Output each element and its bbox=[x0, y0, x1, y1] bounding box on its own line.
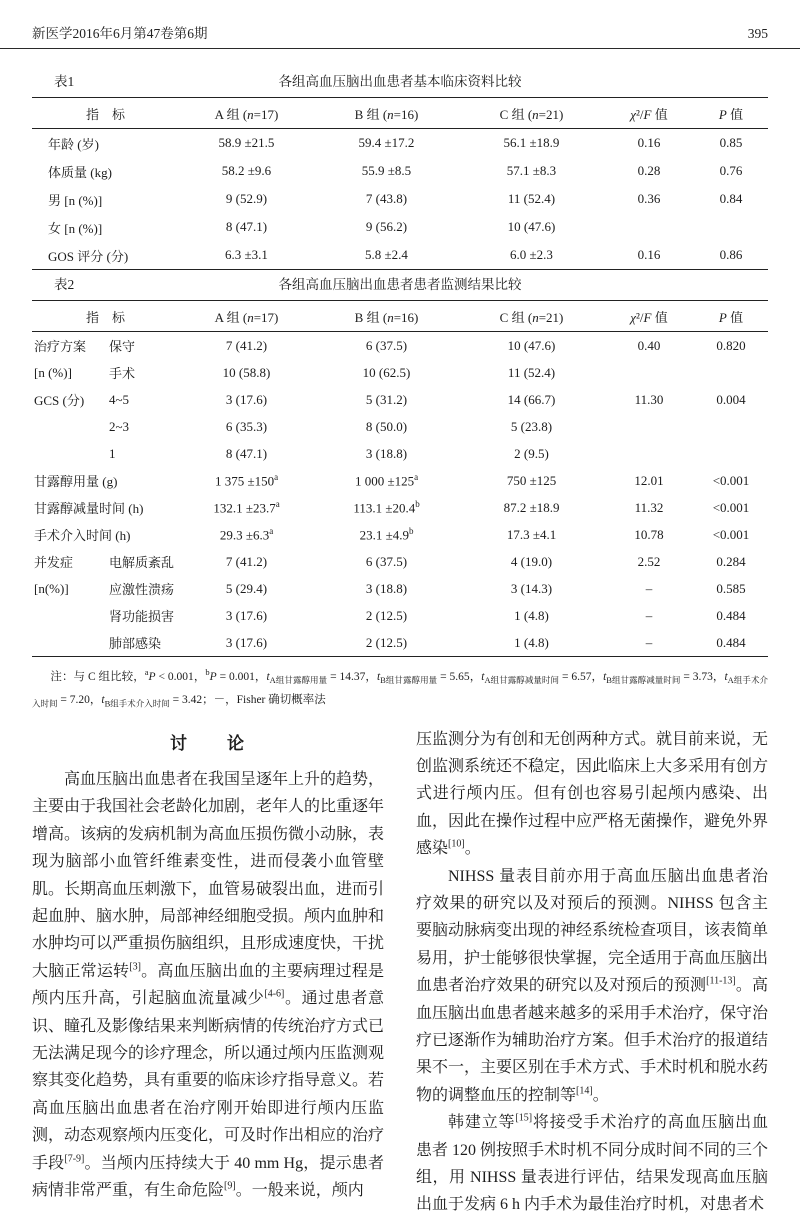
table-cell: 2 (12.5) bbox=[365, 634, 408, 650]
table-cell: 0.16 bbox=[637, 247, 661, 262]
table-cell: 甘露醇用量 (g) bbox=[34, 474, 118, 489]
table-cell: 1 (4.8) bbox=[514, 634, 549, 650]
table-cell: 55.9 ±8.5 bbox=[361, 163, 412, 178]
table-row bbox=[32, 129, 768, 158]
table2 bbox=[32, 300, 768, 657]
table-cell: 11.30 bbox=[634, 391, 664, 407]
table-cell: 7 (41.2) bbox=[225, 337, 268, 353]
footnote-text: = 7.20， bbox=[57, 693, 102, 706]
table-cell: <0.001 bbox=[712, 526, 750, 542]
table-cell: 0.28 bbox=[637, 163, 661, 178]
table-cell: GCS (分) bbox=[34, 393, 85, 408]
table2-col-header: B 组 (n=16) bbox=[354, 309, 419, 325]
discussion-left-column bbox=[32, 726, 384, 1219]
table-cell: – bbox=[645, 634, 653, 650]
table-cell: 体质量 (kg) bbox=[48, 164, 112, 180]
table-cell: 9 (52.9) bbox=[225, 191, 268, 206]
table-cell: 5 (23.8) bbox=[510, 418, 553, 434]
table-cell: 3 (17.6) bbox=[225, 607, 268, 623]
table-row bbox=[32, 332, 768, 360]
table-cell: 3 (18.8) bbox=[365, 445, 408, 461]
table-cell: 10.78 bbox=[634, 526, 664, 542]
table-cell: 应激性溃疡 bbox=[109, 582, 175, 597]
table-cell: 29.3 ±6.3$^a$ bbox=[219, 525, 274, 543]
table-cell: 1 $000 \pm 125^a$ bbox=[354, 471, 419, 489]
table-cell: 6 (35.3) bbox=[225, 418, 268, 434]
table-cell: – bbox=[645, 607, 653, 623]
table1-caption bbox=[32, 67, 768, 97]
table2-caption bbox=[32, 270, 768, 300]
table1-title: 各组高血压脑出血患者基本临床资料比较 bbox=[278, 74, 522, 89]
table-row bbox=[32, 467, 768, 494]
table-cell: 4~5 bbox=[109, 391, 130, 407]
table-row bbox=[32, 494, 768, 521]
table1-body bbox=[32, 129, 768, 270]
table-cell: 7 (41.2) bbox=[225, 553, 268, 569]
table-row bbox=[32, 575, 768, 602]
table-cell: 0.484 bbox=[716, 607, 746, 623]
footnote-text: t bbox=[101, 693, 105, 706]
table-cell: 年龄 (岁) bbox=[48, 136, 99, 152]
table-cell: 56.1 ±18.9 bbox=[503, 135, 560, 150]
table-cell: 2.52 bbox=[637, 553, 661, 569]
table-cell: 0.004 bbox=[716, 391, 746, 407]
page-number: 395 bbox=[747, 26, 768, 41]
table-cell: 0.76 bbox=[719, 163, 743, 178]
table-cell bbox=[694, 413, 768, 440]
table-cell: 1 (4.8) bbox=[514, 607, 549, 623]
table-cell: 手术介入时间 (h) bbox=[34, 528, 131, 543]
table-cell: 0.36 bbox=[637, 191, 661, 206]
table-cell bbox=[604, 359, 694, 386]
table-cell: 750 ±125 bbox=[506, 472, 557, 488]
table-cell: 0.40 bbox=[637, 337, 661, 353]
table-cell: 2~3 bbox=[109, 418, 130, 434]
footnote-text: < 0.001， bbox=[155, 670, 206, 683]
table-cell: 肾功能损害 bbox=[109, 609, 175, 624]
discussion-paragraph: NIHSS 量表目前亦用于高血压脑出血患者治疗效果的研究以及对预后的预测。NIHSS 包含主要脑动脉病变出现的神经系统检查项目，该表简单易用，护士能够很快掌握，完全适用于高血压脑出血患者治疗效果的研究以及对预后的预测[11-13]。高血压脑出血患者越来越多的采用手术治疗，保守治疗已逐渐作为辅助治疗方案。但手术治疗的报道结果不一，主要区别在手术方式、手术时机和脱水药物的调整血压的控制等[14]。 bbox=[416, 867, 769, 1104]
table-row bbox=[32, 413, 768, 440]
table-cell: 0.86 bbox=[719, 247, 743, 262]
table-cell: 6 (37.5) bbox=[365, 553, 408, 569]
table-row bbox=[32, 386, 768, 413]
table2-col-header: A 组 (n=17) bbox=[214, 309, 279, 325]
table-cell: – bbox=[645, 580, 653, 596]
discussion-paragraph: 韩建立等[15]将接受手术治疗的高血压脑出血患者 120 例按照手术时机不同分成时间不同的三个组，用 NIHSS 量表进行评估，结果发现高血压脑出血于发病 6 h 内手术为最佳治疗时机，对患者术 bbox=[416, 1112, 769, 1214]
table-cell bbox=[32, 602, 107, 629]
table-cell bbox=[32, 629, 107, 657]
table-cell: 0.820 bbox=[716, 337, 746, 353]
table-cell: 6.3 ±3.1 bbox=[225, 247, 268, 262]
table-cell: 手术 bbox=[109, 366, 136, 381]
footnote-text: A组甘露醇减量时间 bbox=[484, 675, 560, 686]
table-cell: 6.0 ±2.3 bbox=[510, 247, 553, 262]
table1-col-header: χ²/F 值 bbox=[630, 106, 668, 122]
table-cell: 3 (18.8) bbox=[365, 580, 408, 596]
table-cell: 男 [n (%)] bbox=[48, 192, 103, 208]
table-cell: [n(%)] bbox=[34, 580, 69, 596]
table-cell bbox=[694, 359, 768, 386]
footnote-text: A组手术介入时间 bbox=[32, 675, 769, 708]
table-cell: 113.1 ±20.4$^b$ bbox=[353, 498, 420, 516]
table-cell: 59.4 ±17.2 bbox=[358, 135, 415, 150]
table2-col-header: P 值 bbox=[718, 309, 744, 325]
table-cell: 3 (17.6) bbox=[225, 391, 268, 407]
table-cell: 0.585 bbox=[716, 580, 746, 596]
table-cell: 11.32 bbox=[634, 499, 664, 515]
table-cell: 10 (62.5) bbox=[362, 364, 411, 380]
footnote-text: = 14.37， bbox=[327, 670, 377, 683]
table2-title: 各组高血压脑出血患者患者监测结果比较 bbox=[278, 277, 522, 292]
footnote-text: t bbox=[481, 670, 485, 683]
discussion-right-column bbox=[416, 726, 768, 1219]
footnote-text: t bbox=[376, 670, 381, 683]
table-cell: 10 (47.6) bbox=[507, 219, 556, 234]
table-row bbox=[32, 521, 768, 548]
table-cell: 58.2 ±9.6 bbox=[221, 163, 272, 178]
table-cell: 10 (47.6) bbox=[507, 337, 556, 353]
table-cell: 9 (56.2) bbox=[365, 219, 408, 234]
footnote-text: = 6.57， bbox=[559, 670, 604, 683]
table-cell: 23.1 ±4.9$^b$ bbox=[359, 525, 414, 543]
table-cell: 女 [n (%)] bbox=[48, 220, 103, 236]
table-cell: 5 (29.4) bbox=[225, 580, 268, 596]
table-cell: 8 (47.1) bbox=[225, 445, 268, 461]
footnote-text: a bbox=[144, 667, 149, 677]
table-cell: 并发症 bbox=[34, 555, 74, 570]
table-cell: 0.284 bbox=[716, 553, 746, 569]
table-row bbox=[32, 629, 768, 657]
footnote-text: t bbox=[266, 670, 270, 683]
table-row bbox=[32, 213, 768, 241]
table-cell bbox=[604, 440, 694, 467]
table-cell: 10 (58.8) bbox=[222, 364, 271, 380]
table-cell bbox=[604, 413, 694, 440]
table2-body bbox=[32, 332, 768, 657]
footnote-text: = 5.65， bbox=[437, 670, 482, 683]
table-cell: 0.84 bbox=[719, 191, 743, 206]
table1-col-header: A 组 (n=17) bbox=[214, 106, 279, 122]
footnote-text: B组甘露醇减量时间 bbox=[606, 675, 681, 686]
table2-col-header: C 组 (n=21) bbox=[499, 309, 564, 325]
table-cell: 0.16 bbox=[637, 135, 661, 150]
table2-header bbox=[32, 301, 768, 332]
table-cell: 肺部感染 bbox=[109, 636, 162, 651]
table-row bbox=[32, 185, 768, 213]
table2-col-header: 指 标 bbox=[86, 309, 126, 325]
table-cell: 0.484 bbox=[716, 634, 746, 650]
table-cell: 8 (47.1) bbox=[225, 219, 268, 234]
discussion-paragraph: 压监测分为有创和无创两种方式。就目前来说，无创监测系统还不稳定，因此临床上大多采用有创方式进行颅内压。但有创也容易引起颅内感染、出血，因此在操作过程中应严格无菌操作，避免外界感染[10]。 bbox=[416, 730, 769, 858]
table-cell: 4 (19.0) bbox=[510, 553, 553, 569]
table-cell bbox=[32, 413, 107, 440]
table-row bbox=[32, 440, 768, 467]
table-cell: 1 bbox=[109, 445, 116, 461]
table-cell: 甘露醇减量时间 (h) bbox=[34, 501, 144, 516]
table-cell: 1 $375 \pm 150^a$ bbox=[214, 471, 279, 489]
table-cell: 2 (12.5) bbox=[365, 607, 408, 623]
footnote-text: 注：与 C 组比较， bbox=[50, 670, 145, 683]
table-cell: 5.8 ±2.4 bbox=[365, 247, 408, 262]
table-cell: 57.1 ±8.3 bbox=[506, 163, 557, 178]
footnote-text: B组甘露醇用量 bbox=[380, 675, 438, 686]
table-row bbox=[32, 241, 768, 270]
table1-col-header: C 组 (n=21) bbox=[499, 106, 564, 122]
footnote-text: = 3.42；－，Fisher 确切概率法 bbox=[169, 693, 326, 706]
table-cell: 11 (52.4) bbox=[507, 364, 556, 380]
table-cell: 3 (14.3) bbox=[510, 580, 553, 596]
table-cell: 8 (50.0) bbox=[365, 418, 408, 434]
table-cell bbox=[32, 440, 107, 467]
table-cell: 17.3 ±4.1 bbox=[506, 526, 557, 542]
table-cell: GOS 评分 (分) bbox=[48, 248, 129, 264]
page-header bbox=[0, 0, 800, 49]
table-cell bbox=[604, 213, 694, 241]
table-cell: 14 (66.7) bbox=[507, 391, 556, 407]
table-cell: 132.1 ±23.7$^a$ bbox=[213, 498, 280, 516]
table-cell: 治疗方案 bbox=[34, 339, 87, 354]
table-cell: 3 (17.6) bbox=[225, 634, 268, 650]
discussion-paragraph: 高血压脑出血患者在我国呈逐年上升的趋势，主要由于我国社会老龄化加剧，老年人的比重逐年增高。该病的发病机制为高血压损伤微小动脉，表现为脑部小血管纤维素变性，进而侵袭小血管壁肌。长期高血压刺激下，血管易破裂出血，进而引起血肿、脑水肿，局部神经细胞受损。颅内血肿和水肿均可以严重损伤脑组织，且形成速度快，干扰大脑正常运转[3]。高血压脑出血的主要病理过程是颅内压升高，引起脑血流量减少[4-6]。通过患者意识、瞳孔及影像结果来判断病情的传统治疗方式已无法满足现今的诊疗理念，所以通过颅内压监测观察其变化趋势，具有重要的临床诊疗指导意义。若高血压脑出血患者在治疗刚开始即进行颅内压监测，动态观察颅内压变化，可及时作出相应的治疗手段[7-9]。当颅内压持续大于 40 mm Hg，提示患者病情非常严重，有生命危险[9]。一般来说，颅内 bbox=[32, 770, 385, 1200]
table-row bbox=[32, 548, 768, 575]
footnote-text: b bbox=[205, 667, 210, 677]
footnote-text: = 3.73， bbox=[680, 670, 725, 683]
table-row bbox=[32, 157, 768, 185]
table-cell: 58.9 ±21.5 bbox=[218, 135, 275, 150]
footnote-text: t bbox=[724, 670, 728, 683]
table2-label: 表2 bbox=[54, 277, 75, 292]
table-row bbox=[32, 359, 768, 386]
table1-label: 表1 bbox=[54, 74, 75, 89]
footnote-text: A组甘露醇用量 bbox=[269, 675, 328, 686]
table1-col-header: P 值 bbox=[718, 106, 744, 122]
table1 bbox=[32, 97, 768, 270]
footnote-text: B组手术介入时间 bbox=[104, 697, 170, 708]
table2-footnote bbox=[32, 664, 768, 712]
table-cell: 11 (52.4) bbox=[507, 191, 556, 206]
table-cell: 12.01 bbox=[634, 472, 664, 488]
table1-col-header: B 组 (n=16) bbox=[354, 106, 419, 122]
table-cell: 2 (9.5) bbox=[514, 445, 549, 461]
table1-col-header: 指 标 bbox=[85, 106, 125, 122]
footnote-text: t bbox=[603, 670, 607, 683]
discussion-section bbox=[32, 726, 768, 1219]
table-cell: 0.85 bbox=[719, 135, 743, 150]
table-cell: 6 (37.5) bbox=[365, 337, 408, 353]
footnote-text: = 0.001， bbox=[216, 670, 267, 683]
table-row bbox=[32, 602, 768, 629]
table1-header bbox=[32, 98, 768, 129]
table-cell: 87.2 ±18.9 bbox=[503, 499, 560, 515]
table-cell: <0.001 bbox=[712, 472, 750, 488]
footnote-text: P bbox=[148, 670, 156, 683]
table-cell: [n (%)] bbox=[34, 364, 72, 380]
table-cell: 7 (43.8) bbox=[365, 191, 408, 206]
journal-title: 新医学2016年6月第47卷第6期 bbox=[32, 26, 208, 41]
table-cell bbox=[694, 440, 768, 467]
footnote-text: P bbox=[209, 670, 217, 683]
table-cell: 5 (31.2) bbox=[365, 391, 408, 407]
table-cell: 保守 bbox=[109, 339, 136, 354]
table-cell bbox=[694, 213, 768, 241]
table-cell: <0.001 bbox=[712, 499, 750, 515]
discussion-heading: 讨 论 bbox=[170, 733, 246, 753]
table-cell: 电解质紊乱 bbox=[109, 555, 175, 570]
table2-col-header: χ²/F 值 bbox=[630, 309, 668, 325]
